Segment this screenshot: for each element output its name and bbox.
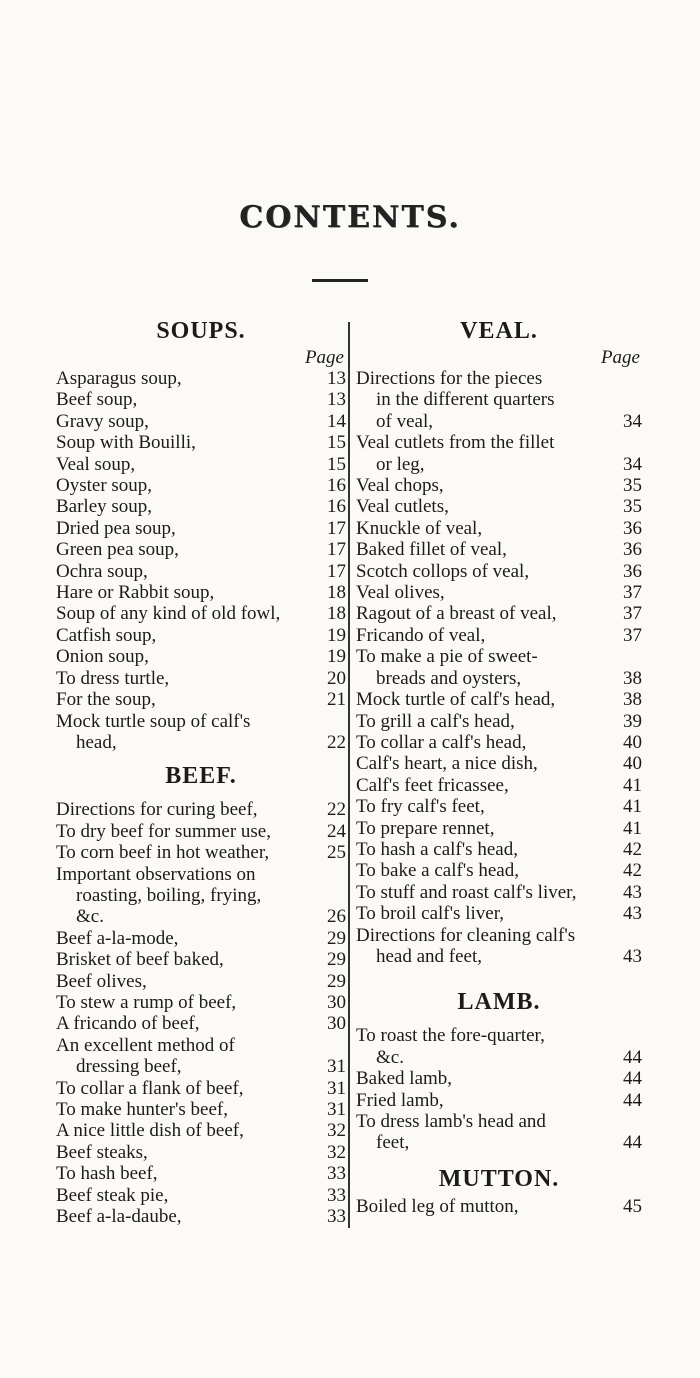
toc-entry-text: Beef steaks,: [56, 1141, 148, 1163]
section-heading-beef: BEEF.: [165, 763, 237, 790]
toc-entry-page-number: 41: [623, 774, 642, 796]
toc-entry-continuation: &c.: [376, 1046, 404, 1068]
toc-entry-page-number: 24: [327, 820, 346, 842]
toc-entry: [56, 689, 346, 710]
page-column-label: Page: [600, 347, 640, 368]
toc-entry: [356, 796, 642, 817]
toc-entry-page-number: 44: [623, 1132, 642, 1154]
toc-entry-title: [56, 475, 316, 496]
toc-entry-page-number: 36: [623, 539, 642, 561]
toc-entry: [356, 860, 642, 881]
toc-entry-page-number: 32: [327, 1120, 346, 1142]
toc-entry-text: Dried pea soup,: [56, 517, 176, 539]
toc-entry: [56, 582, 346, 603]
toc-entry-page-number: 33: [327, 1206, 346, 1228]
toc-entry-title: [56, 411, 316, 432]
toc-entry-text: To make a pie of sweet-: [356, 646, 538, 668]
toc-entry-page-number: 41: [623, 796, 642, 818]
toc-entry-text: Ochra soup,: [56, 560, 148, 582]
toc-entry: [356, 753, 642, 774]
toc-entry-page-number: 22: [327, 799, 346, 821]
toc-entry-title: [356, 860, 612, 881]
toc-entry: [356, 1111, 642, 1154]
toc-entry-page-number: 17: [327, 517, 346, 539]
toc-entry-text: Calf's heart, a nice dish,: [356, 753, 538, 775]
toc-entry-title: [356, 646, 612, 689]
toc-entry-title: [56, 842, 316, 863]
toc-entry-page-number: 34: [623, 410, 642, 432]
toc-entry: [56, 625, 346, 646]
toc-entry: [56, 1078, 346, 1099]
toc-entry-title: [56, 821, 316, 842]
toc-entry-title: [56, 561, 316, 582]
toc-entry: [356, 582, 642, 603]
toc-entry: [56, 1206, 346, 1227]
toc-entry-text: Baked fillet of veal,: [356, 539, 507, 561]
toc-entry-page-number: 30: [327, 991, 346, 1013]
toc-entry: [356, 561, 642, 582]
toc-entry-page-number: 13: [327, 368, 346, 389]
toc-entry-title: [356, 882, 612, 903]
column-divider: [348, 322, 350, 1228]
toc-entry-text: Veal chops,: [356, 475, 444, 497]
toc-entry-title: [356, 753, 612, 774]
toc-entry-title: [356, 1068, 612, 1089]
toc-entry: [356, 432, 642, 475]
toc-entry: [356, 903, 642, 924]
toc-entry-text: Directions for curing beef,: [56, 799, 258, 821]
toc-list-soups: [56, 368, 346, 753]
toc-entry: [356, 839, 642, 860]
toc-entry-title: [56, 1142, 316, 1163]
toc-entry: [356, 539, 642, 560]
toc-entry-page-number: 35: [623, 475, 642, 497]
toc-entry-page-number: 37: [623, 603, 642, 625]
section-heading-lamb: LAMB.: [457, 989, 541, 1016]
toc-entry-title: [56, 389, 316, 410]
toc-entry-title: [356, 903, 612, 924]
toc-entry-continuation: of veal,: [376, 410, 433, 432]
toc-entry-page-number: 45: [623, 1195, 642, 1217]
toc-entry: [56, 842, 346, 863]
toc-entry-page-number: 31: [327, 1056, 346, 1078]
toc-entry: [356, 925, 642, 968]
toc-entry-page-number: 39: [623, 710, 642, 732]
toc-entry-title: [356, 796, 612, 817]
toc-entry-page-number: 43: [623, 881, 642, 903]
toc-entry-page-number: 29: [327, 970, 346, 992]
toc-entry-title: [356, 603, 612, 624]
toc-entry-title: [56, 539, 316, 560]
toc-entry: [356, 775, 642, 796]
toc-entry: [56, 646, 346, 667]
toc-entry-text: Gravy soup,: [56, 410, 149, 432]
toc-entry-text: Veal olives,: [356, 582, 445, 604]
toc-entry-text: To dress lamb's head and: [356, 1111, 546, 1132]
toc-entry-text: Mock turtle of calf's head,: [356, 689, 556, 711]
toc-entry-page-number: 17: [327, 560, 346, 582]
page-column-label: Page: [304, 347, 344, 368]
toc-entry: [56, 475, 346, 496]
toc-entry: [56, 821, 346, 842]
toc-entry-text: To prepare rennet,: [356, 817, 495, 839]
toc-entry-page-number: 14: [327, 410, 346, 432]
toc-entry-title: [356, 432, 612, 475]
toc-entry-title: [356, 561, 612, 582]
toc-entry-page-number: 18: [327, 582, 346, 604]
toc-entry: [356, 368, 642, 432]
toc-entry-continuation: dressing beef,: [76, 1056, 182, 1078]
toc-entry-text: Calf's feet fricassee,: [356, 774, 509, 796]
toc-entry-text: Veal cutlets,: [356, 496, 449, 518]
toc-entry-text: To dry beef for summer use,: [56, 820, 271, 842]
toc-entry-title: [56, 799, 316, 820]
toc-entry-title: [356, 496, 612, 517]
toc-entry-page-number: 35: [623, 496, 642, 518]
toc-entry-title: [56, 668, 316, 689]
toc-entry-text: To fry calf's feet,: [356, 796, 485, 818]
toc-entry-title: [356, 518, 612, 539]
toc-list-veal: [356, 368, 642, 967]
toc-entry-page-number: 42: [623, 838, 642, 860]
toc-entry-page-number: 44: [623, 1068, 642, 1090]
toc-entry-title: [356, 475, 612, 496]
toc-entry: [56, 799, 346, 820]
toc-entry-page-number: 36: [623, 517, 642, 539]
toc-entry-text: Boiled leg of mutton,: [356, 1195, 519, 1217]
section-heading-veal: VEAL.: [460, 318, 538, 344]
toc-entry-text: To grill a calf's head,: [356, 710, 515, 732]
toc-entry-text: Hare or Rabbit soup,: [56, 582, 215, 604]
toc-entry-text: Beef a-la-mode,: [56, 927, 179, 949]
toc-entry: [56, 864, 346, 928]
toc-entry: [356, 818, 642, 839]
toc-entry-page-number: 38: [623, 667, 642, 689]
toc-entry-title: [356, 839, 612, 860]
toc-entry-continuation: or leg,: [376, 453, 425, 475]
toc-entry-page-number: 26: [327, 906, 346, 928]
toc-entry-continuation: feet,: [376, 1132, 410, 1154]
toc-entry: [356, 1196, 642, 1217]
toc-list-mutton: [356, 1196, 642, 1217]
toc-entry-page-number: 20: [327, 667, 346, 689]
toc-entry-title: [356, 775, 612, 796]
toc-entry-title: [356, 368, 612, 432]
toc-entry-text: A fricando of beef,: [56, 1013, 200, 1035]
toc-entry-title: [56, 582, 316, 603]
toc-entry-page-number: 15: [327, 432, 346, 454]
toc-entry: [56, 518, 346, 539]
title-rule: [312, 279, 368, 282]
toc-entry-page-number: 16: [327, 496, 346, 518]
toc-entry-text: Oyster soup,: [56, 475, 153, 497]
toc-entry: [56, 1142, 346, 1163]
toc-entry-page-number: 44: [623, 1046, 642, 1068]
toc-entry: [356, 475, 642, 496]
toc-entry-page-number: 38: [623, 689, 642, 711]
toc-entry-text: Knuckle of veal,: [356, 517, 483, 539]
toc-entry-text: Important observations on: [56, 863, 256, 885]
toc-entry-page-number: 29: [327, 927, 346, 949]
toc-entry-title: [56, 992, 316, 1013]
toc-entry-continuation: head and feet,: [376, 945, 483, 967]
toc-entry-text: To stuff and roast calf's liver,: [356, 881, 577, 903]
toc-entry-page-number: 33: [327, 1184, 346, 1206]
toc-entry-page-number: 40: [623, 753, 642, 775]
toc-entry: [56, 1120, 346, 1141]
right-column: [356, 314, 642, 1217]
toc-entry-page-number: 36: [623, 560, 642, 582]
toc-entry-title: [56, 1013, 316, 1034]
toc-entry-title: [56, 1120, 316, 1141]
toc-entry-title: [56, 864, 316, 928]
toc-entry-page-number: 41: [623, 817, 642, 839]
toc-entry: [56, 992, 346, 1013]
toc-entry-text: To broil calf's liver,: [356, 903, 505, 925]
toc-entry-text: Veal soup,: [56, 453, 136, 475]
toc-entry-title: [356, 689, 612, 710]
toc-entry-title: [356, 1111, 612, 1154]
toc-entry-text: To make hunter's beef,: [56, 1099, 228, 1120]
toc-entry-title: [56, 949, 316, 970]
toc-entry-page-number: 44: [623, 1089, 642, 1111]
toc-entry-title: [356, 925, 612, 968]
toc-entry-title: [56, 432, 316, 453]
toc-entry-text: Brisket of beef baked,: [56, 949, 224, 971]
toc-entry-continuation: in the different quarters: [376, 389, 555, 411]
toc-entry-page-number: 15: [327, 453, 346, 475]
toc-entry: [56, 368, 346, 389]
toc-entry-text: Beef soup,: [56, 389, 138, 411]
toc-entry: [56, 432, 346, 453]
toc-entry: [56, 1099, 346, 1120]
toc-entry-continuation: breads and oysters,: [376, 667, 522, 689]
toc-entry: [56, 1035, 346, 1078]
toc-entry-text: Baked lamb,: [356, 1068, 453, 1090]
toc-entry-text: Directions for cleaning calf's: [356, 924, 576, 946]
toc-entry-text: Fricando of veal,: [356, 624, 486, 646]
toc-entry-text: To bake a calf's head,: [356, 860, 519, 882]
toc-entry-page-number: 42: [623, 860, 642, 882]
toc-entry-title: [56, 454, 316, 475]
toc-entry-continuation: head,: [76, 731, 117, 753]
toc-entry: [356, 732, 642, 753]
toc-entry: [56, 971, 346, 992]
toc-entry-title: [56, 625, 316, 646]
toc-entry-text: Asparagus soup,: [56, 368, 182, 389]
toc-entry-title: [56, 1035, 316, 1078]
toc-entry-title: [56, 368, 316, 389]
toc-entry: [56, 539, 346, 560]
toc-entry-page-number: 19: [327, 646, 346, 668]
toc-entry-text: Fried lamb,: [356, 1089, 444, 1111]
toc-entry-text: Soup of any kind of old fowl,: [56, 603, 281, 625]
toc-entry: [356, 1068, 642, 1089]
toc-entry-text: Directions for the pieces: [356, 368, 543, 389]
toc-entry-title: [56, 711, 316, 754]
toc-entry: [356, 625, 642, 646]
toc-entry-page-number: 37: [623, 582, 642, 604]
toc-entry: [356, 882, 642, 903]
toc-entry: [56, 454, 346, 475]
toc-entry-text: Beef a-la-daube,: [56, 1206, 182, 1228]
toc-entry-text: To hash a calf's head,: [356, 838, 518, 860]
toc-entry: [356, 603, 642, 624]
toc-entry-text: Scotch collops of veal,: [356, 560, 530, 582]
toc-entry: [356, 1090, 642, 1111]
toc-entry: [56, 411, 346, 432]
toc-entry-text: Barley soup,: [56, 496, 153, 518]
toc-entry-text: An excellent method of: [56, 1034, 235, 1056]
toc-entry-text: Beef steak pie,: [56, 1184, 169, 1206]
toc-entry-page-number: 18: [327, 603, 346, 625]
toc-entry-text: For the soup,: [56, 689, 156, 711]
toc-entry-page-number: 13: [327, 389, 346, 411]
toc-entry: [356, 711, 642, 732]
toc-entry: [56, 1185, 346, 1206]
toc-entry-title: [56, 928, 316, 949]
toc-list-lamb: [356, 1025, 642, 1153]
toc-entry: [356, 646, 642, 689]
toc-entry-title: [56, 689, 316, 710]
toc-entry-page-number: 16: [327, 475, 346, 497]
toc-entry-title: [356, 1196, 612, 1217]
toc-entry-title: [56, 603, 316, 624]
toc-entry-page-number: 17: [327, 539, 346, 561]
toc-entry-text: Mock turtle soup of calf's: [56, 710, 251, 732]
toc-entry-page-number: 37: [623, 624, 642, 646]
toc-entry-text: To stew a rump of beef,: [56, 991, 237, 1013]
toc-entry: [56, 1163, 346, 1184]
toc-entry: [56, 603, 346, 624]
toc-entry: [356, 689, 642, 710]
toc-entry-text: Onion soup,: [56, 646, 149, 668]
toc-entry: [356, 496, 642, 517]
toc-entry-title: [56, 646, 316, 667]
toc-entry-page-number: 19: [327, 624, 346, 646]
page-title: CONTENTS.: [239, 200, 461, 235]
toc-entry-page-number: 33: [327, 1163, 346, 1185]
toc-entry-title: [56, 971, 316, 992]
left-column: [56, 314, 346, 1227]
toc-entry-text: To hash beef,: [56, 1163, 158, 1185]
toc-entry-text: Catfish soup,: [56, 624, 157, 646]
toc-entry-text: To collar a flank of beef,: [56, 1077, 244, 1099]
section-heading-soups: SOUPS.: [156, 318, 246, 344]
toc-entry: [356, 518, 642, 539]
toc-entry-title: [356, 732, 612, 753]
toc-entry: [56, 496, 346, 517]
toc-entry-text: To corn beef in hot weather,: [56, 842, 270, 864]
toc-entry-title: [56, 1185, 316, 1206]
toc-entry-text: To dress turtle,: [56, 667, 170, 689]
toc-entry: [56, 668, 346, 689]
section-heading-mutton: MUTTON.: [438, 1165, 560, 1192]
toc-entry-text: To collar a calf's head,: [356, 731, 527, 753]
toc-entry-text: A nice little dish of beef,: [56, 1120, 244, 1142]
toc-entry-continuation: &c.: [76, 906, 104, 928]
toc-entry-page-number: 32: [327, 1141, 346, 1163]
toc-entry-title: [56, 1078, 316, 1099]
toc-entry-text: Soup with Bouilli,: [56, 432, 196, 454]
toc-entry: [56, 711, 346, 754]
toc-entry-title: [56, 1099, 316, 1120]
toc-entry: [56, 1013, 346, 1034]
toc-entry-text: To roast the fore-quarter,: [356, 1025, 545, 1047]
toc-entry-title: [356, 582, 612, 603]
toc-list-beef: [56, 799, 346, 1227]
toc-entry-page-number: 29: [327, 949, 346, 971]
toc-entry: [356, 1025, 642, 1068]
toc-entry-page-number: 34: [623, 453, 642, 475]
toc-entry-title: [356, 1090, 612, 1111]
toc-entry-title: [56, 1163, 316, 1184]
toc-entry-page-number: 31: [327, 1077, 346, 1099]
toc-entry-title: [56, 496, 316, 517]
toc-entry-title: [356, 1025, 612, 1068]
toc-entry-page-number: 43: [623, 945, 642, 967]
toc-entry-page-number: 21: [327, 689, 346, 711]
toc-entry-continuation: roasting, boiling, frying,: [76, 884, 262, 906]
toc-entry-title: [356, 539, 612, 560]
toc-entry-page-number: 31: [327, 1099, 346, 1120]
toc-entry: [56, 561, 346, 582]
toc-entry-text: Beef olives,: [56, 970, 147, 992]
toc-entry-title: [56, 1206, 316, 1227]
toc-entry: [56, 389, 346, 410]
toc-entry-text: Veal cutlets from the fillet: [356, 432, 555, 454]
toc-entry-title: [356, 625, 612, 646]
toc-entry-title: [356, 818, 612, 839]
toc-entry-text: Green pea soup,: [56, 539, 179, 561]
toc-entry-page-number: 22: [327, 731, 346, 753]
toc-entry-page-number: 25: [327, 842, 346, 864]
toc-entry: [56, 949, 346, 970]
toc-entry-page-number: 40: [623, 731, 642, 753]
toc-entry: [56, 928, 346, 949]
toc-entry-page-number: 30: [327, 1013, 346, 1035]
toc-entry-text: Ragout of a breast of veal,: [356, 603, 557, 625]
toc-entry-page-number: 43: [623, 903, 642, 925]
toc-entry-title: [56, 518, 316, 539]
toc-entry-title: [356, 711, 612, 732]
